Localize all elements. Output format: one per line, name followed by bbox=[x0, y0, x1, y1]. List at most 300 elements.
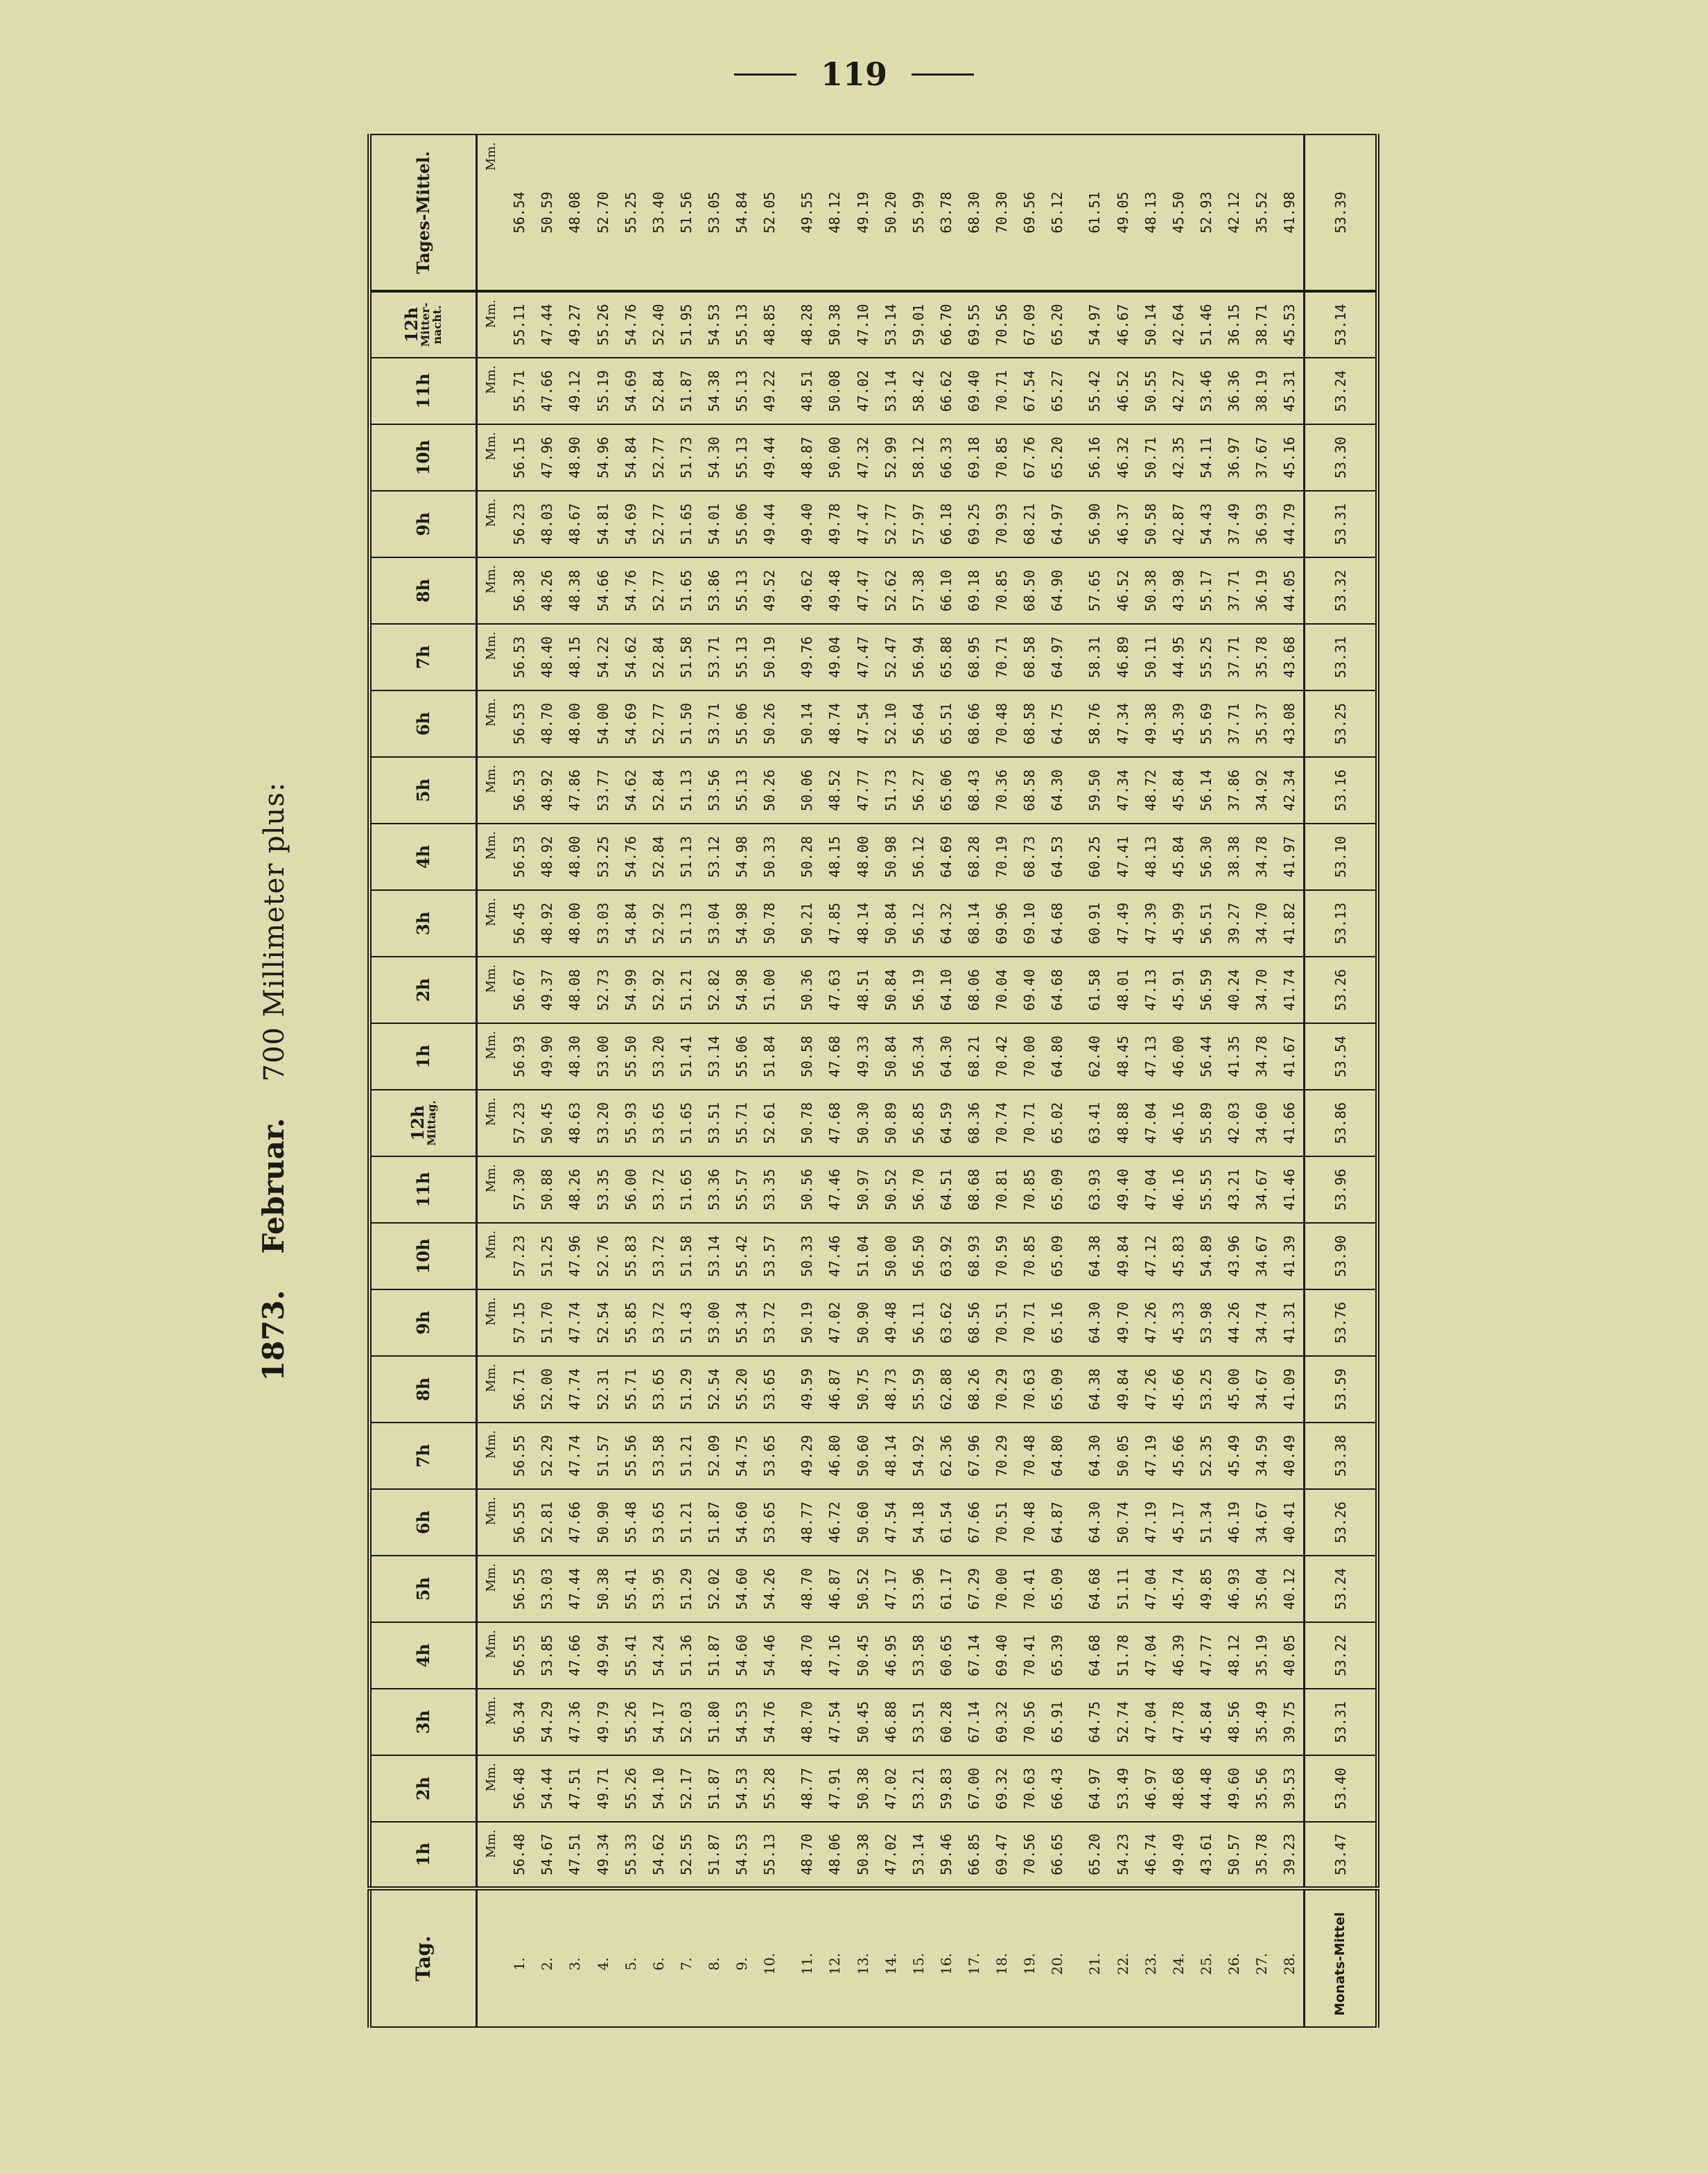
header-hour bbox=[369, 890, 477, 957]
reading-cell: 47.51 bbox=[561, 1755, 589, 1822]
reading-cell: 65.09 bbox=[1043, 1356, 1071, 1423]
reading-cell: 55.20 bbox=[728, 1356, 756, 1423]
reading-cell: 46.16 bbox=[1165, 1090, 1192, 1156]
reading-cell: 50.52 bbox=[848, 1556, 876, 1622]
day-number: 26. bbox=[1220, 1888, 1248, 2027]
reading-cell: 34.67 bbox=[1248, 1489, 1275, 1556]
reading-cell: 48.92 bbox=[533, 890, 561, 957]
reading-cell: 68.73 bbox=[1016, 824, 1043, 890]
reading-cell: 64.30 bbox=[932, 1023, 960, 1090]
reading-cell: 42.87 bbox=[1165, 491, 1192, 557]
gap-cell bbox=[1071, 1156, 1081, 1223]
reading-cell: 52.77 bbox=[645, 491, 672, 557]
reading-cell: 50.88 bbox=[533, 1156, 561, 1223]
reading-cell: 56.34 bbox=[505, 1689, 533, 1755]
reading-cell: 48.63 bbox=[561, 1090, 589, 1156]
unit-label: Mm. bbox=[477, 491, 506, 557]
unit-label: Mm. bbox=[477, 291, 506, 358]
reading-cell: 70.29 bbox=[988, 1356, 1016, 1423]
reading-cell: 53.35 bbox=[589, 1156, 616, 1223]
reading-cell: 68.26 bbox=[960, 1356, 988, 1423]
reading-cell: 56.14 bbox=[1192, 757, 1220, 824]
unit-label: Mm. bbox=[477, 1289, 506, 1356]
reading-cell: 51.65 bbox=[672, 557, 700, 624]
reading-cell: 60.91 bbox=[1081, 890, 1108, 957]
header-hour bbox=[369, 624, 477, 690]
reading-cell: 69.18 bbox=[960, 424, 988, 491]
reading-cell: 56.00 bbox=[617, 1156, 645, 1223]
reading-cell: 56.67 bbox=[505, 957, 533, 1023]
reading-cell: 49.76 bbox=[793, 624, 821, 690]
reading-cell: 70.56 bbox=[1016, 1689, 1043, 1755]
reading-cell: 64.30 bbox=[1081, 1423, 1108, 1489]
daily-mean-cell: 53.40 bbox=[645, 134, 672, 291]
table-row bbox=[905, 134, 932, 2027]
reading-cell: 56.12 bbox=[905, 890, 932, 957]
monthly-mean-cell: 53.30 bbox=[1305, 424, 1377, 491]
reading-cell: 66.18 bbox=[932, 491, 960, 557]
reading-cell: 54.76 bbox=[617, 291, 645, 358]
reading-cell: 44.79 bbox=[1275, 491, 1305, 557]
reading-cell: 56.93 bbox=[505, 1023, 533, 1090]
reading-cell: 47.19 bbox=[1137, 1423, 1165, 1489]
reading-cell: 53.72 bbox=[756, 1289, 783, 1356]
reading-cell: 46.37 bbox=[1108, 491, 1136, 557]
reading-cell: 65.20 bbox=[1081, 1822, 1108, 1888]
reading-cell: 55.25 bbox=[1192, 624, 1220, 690]
reading-cell: 54.11 bbox=[1192, 424, 1220, 491]
header-hour-label: 9h bbox=[413, 512, 433, 537]
reading-cell: 56.53 bbox=[505, 824, 533, 890]
reading-cell: 68.50 bbox=[1016, 557, 1043, 624]
reading-cell: 52.84 bbox=[645, 624, 672, 690]
reading-cell: 64.30 bbox=[1081, 1289, 1108, 1356]
table-row bbox=[988, 134, 1016, 2027]
reading-cell: 60.65 bbox=[932, 1622, 960, 1689]
reading-cell: 40.24 bbox=[1220, 957, 1248, 1023]
reading-cell: 43.98 bbox=[1165, 557, 1192, 624]
reading-cell: 54.60 bbox=[728, 1622, 756, 1689]
reading-cell: 62.88 bbox=[932, 1356, 960, 1423]
reading-cell: 48.26 bbox=[533, 557, 561, 624]
reading-cell: 52.74 bbox=[1108, 1689, 1136, 1755]
reading-cell: 53.57 bbox=[756, 1223, 783, 1289]
gap-cell bbox=[783, 890, 793, 957]
reading-cell: 53.00 bbox=[589, 1023, 616, 1090]
table-row bbox=[1165, 134, 1192, 2027]
reading-cell: 56.53 bbox=[505, 757, 533, 824]
reading-cell: 70.85 bbox=[1016, 1223, 1043, 1289]
reading-cell: 45.31 bbox=[1275, 358, 1305, 424]
reading-cell: 44.05 bbox=[1275, 557, 1305, 624]
day-number: 22. bbox=[1108, 1888, 1136, 2027]
unit-label: Mm. bbox=[477, 424, 506, 491]
group-gap bbox=[783, 134, 793, 2027]
reading-cell: 53.65 bbox=[756, 1489, 783, 1556]
reading-cell: 53.51 bbox=[905, 1689, 932, 1755]
reading-cell: 45.33 bbox=[1165, 1289, 1192, 1356]
monthly-mean-cell: 53.10 bbox=[1305, 824, 1377, 890]
reading-cell: 51.84 bbox=[756, 1023, 783, 1090]
reading-cell: 53.72 bbox=[645, 1223, 672, 1289]
reading-cell: 51.21 bbox=[672, 957, 700, 1023]
reading-cell: 49.84 bbox=[1108, 1356, 1136, 1423]
reading-cell: 67.14 bbox=[960, 1622, 988, 1689]
reading-cell: 54.76 bbox=[617, 824, 645, 890]
reading-cell: 49.12 bbox=[561, 358, 589, 424]
reading-cell: 68.14 bbox=[960, 890, 988, 957]
gap-cell bbox=[783, 624, 793, 690]
reading-cell: 55.71 bbox=[505, 358, 533, 424]
header-hour-label: 5h bbox=[413, 778, 433, 803]
reading-cell: 37.71 bbox=[1220, 557, 1248, 624]
reading-cell: 52.29 bbox=[533, 1423, 561, 1489]
reading-cell: 56.59 bbox=[1192, 957, 1220, 1023]
reading-cell: 66.33 bbox=[932, 424, 960, 491]
daily-mean-cell: 50.20 bbox=[877, 134, 905, 291]
reading-cell: 54.98 bbox=[728, 957, 756, 1023]
reading-cell: 55.83 bbox=[617, 1223, 645, 1289]
reading-cell: 50.90 bbox=[589, 1489, 616, 1556]
reading-cell: 47.54 bbox=[848, 690, 876, 757]
reading-cell: 56.38 bbox=[505, 557, 533, 624]
reading-cell: 70.41 bbox=[1016, 1556, 1043, 1622]
day-number: 7. bbox=[672, 1888, 700, 2027]
table-row bbox=[728, 134, 756, 2027]
reading-cell: 49.59 bbox=[793, 1356, 821, 1423]
reading-cell: 47.32 bbox=[848, 424, 876, 491]
monthly-mean-cell: 53.13 bbox=[1305, 890, 1377, 957]
reading-cell: 41.46 bbox=[1275, 1156, 1305, 1223]
reading-cell: 49.60 bbox=[1220, 1755, 1248, 1822]
monthly-mean-cell: 53.90 bbox=[1305, 1223, 1377, 1289]
reading-cell: 38.19 bbox=[1248, 358, 1275, 424]
daily-mean-cell: 45.50 bbox=[1165, 134, 1192, 291]
reading-cell: 53.00 bbox=[700, 1289, 728, 1356]
reading-cell: 69.40 bbox=[988, 1622, 1016, 1689]
reading-cell: 68.21 bbox=[1016, 491, 1043, 557]
reading-cell: 70.85 bbox=[1016, 1156, 1043, 1223]
unit-label: Mm. bbox=[477, 690, 506, 757]
monthly-mean-cell: 53.16 bbox=[1305, 757, 1377, 824]
reading-cell: 64.59 bbox=[932, 1090, 960, 1156]
reading-cell: 50.84 bbox=[877, 1023, 905, 1090]
reading-cell: 50.52 bbox=[877, 1156, 905, 1223]
table-row bbox=[1081, 134, 1108, 2027]
reading-cell: 50.26 bbox=[756, 757, 783, 824]
reading-cell: 34.60 bbox=[1248, 1090, 1275, 1156]
gap-cell bbox=[1071, 491, 1081, 557]
reading-cell: 52.84 bbox=[645, 757, 672, 824]
reading-cell: 42.35 bbox=[1165, 424, 1192, 491]
reading-cell: 35.49 bbox=[1248, 1689, 1275, 1755]
reading-cell: 54.76 bbox=[756, 1689, 783, 1755]
reading-cell: 69.40 bbox=[1016, 957, 1043, 1023]
daily-mean-cell: 35.52 bbox=[1248, 134, 1275, 291]
reading-cell: 48.92 bbox=[533, 824, 561, 890]
reading-cell: 48.90 bbox=[561, 424, 589, 491]
reading-cell: 48.38 bbox=[561, 557, 589, 624]
header-daily-mean: Tages-Mittel. bbox=[369, 134, 477, 291]
reading-cell: 50.45 bbox=[533, 1090, 561, 1156]
reading-cell: 56.16 bbox=[1081, 424, 1108, 491]
reading-cell: 70.00 bbox=[1016, 1023, 1043, 1090]
gap-cell bbox=[783, 1156, 793, 1223]
table-row bbox=[1248, 134, 1275, 2027]
monthly-mean-cell: 53.26 bbox=[1305, 957, 1377, 1023]
reading-cell: 70.93 bbox=[988, 491, 1016, 557]
table-row bbox=[960, 134, 988, 2027]
reading-cell: 55.41 bbox=[617, 1556, 645, 1622]
unit-label: Mm. bbox=[477, 890, 506, 957]
gap-cell bbox=[1071, 1023, 1081, 1090]
table-row bbox=[1275, 134, 1305, 2027]
daily-mean-cell: 49.19 bbox=[848, 134, 876, 291]
group-gap bbox=[1071, 134, 1081, 2027]
reading-cell: 49.48 bbox=[877, 1289, 905, 1356]
reading-cell: 65.51 bbox=[932, 690, 960, 757]
reading-cell: 64.38 bbox=[1081, 1356, 1108, 1423]
reading-cell: 68.06 bbox=[960, 957, 988, 1023]
reading-cell: 54.92 bbox=[905, 1423, 932, 1489]
reading-cell: 54.26 bbox=[756, 1556, 783, 1622]
reading-cell: 52.84 bbox=[645, 358, 672, 424]
reading-cell: 56.64 bbox=[905, 690, 932, 757]
reading-cell: 55.06 bbox=[728, 491, 756, 557]
reading-cell: 54.38 bbox=[700, 358, 728, 424]
reading-cell: 68.58 bbox=[1016, 757, 1043, 824]
reading-cell: 47.74 bbox=[561, 1356, 589, 1423]
reading-cell: 56.45 bbox=[505, 890, 533, 957]
reading-cell: 55.26 bbox=[617, 1755, 645, 1822]
reading-cell: 51.95 bbox=[672, 291, 700, 358]
reading-cell: 51.87 bbox=[700, 1755, 728, 1822]
reading-cell: 51.36 bbox=[672, 1622, 700, 1689]
reading-cell: 41.97 bbox=[1275, 824, 1305, 890]
reading-cell: 64.80 bbox=[1043, 1023, 1071, 1090]
gap-cell bbox=[1071, 824, 1081, 890]
reading-cell: 67.00 bbox=[960, 1755, 988, 1822]
header-day: Tag. bbox=[369, 1888, 477, 2027]
reading-cell: 54.62 bbox=[645, 1822, 672, 1888]
reading-cell: 64.80 bbox=[1043, 1423, 1071, 1489]
reading-cell: 65.88 bbox=[932, 624, 960, 690]
reading-cell: 48.08 bbox=[561, 957, 589, 1023]
reading-cell: 45.91 bbox=[1165, 957, 1192, 1023]
reading-cell: 53.04 bbox=[700, 890, 728, 957]
reading-cell: 56.30 bbox=[1192, 824, 1220, 890]
reading-cell: 40.41 bbox=[1275, 1489, 1305, 1556]
reading-cell: 54.81 bbox=[589, 491, 616, 557]
reading-cell: 49.44 bbox=[756, 424, 783, 491]
reading-cell: 52.92 bbox=[645, 890, 672, 957]
reading-cell: 50.56 bbox=[793, 1156, 821, 1223]
gap-cell bbox=[1071, 557, 1081, 624]
reading-cell: 48.15 bbox=[561, 624, 589, 690]
reading-cell: 70.19 bbox=[988, 824, 1016, 890]
reading-cell: 51.87 bbox=[672, 358, 700, 424]
reading-cell: 70.71 bbox=[1016, 1090, 1043, 1156]
reading-cell: 55.42 bbox=[1081, 358, 1108, 424]
reading-cell: 51.58 bbox=[672, 624, 700, 690]
reading-cell: 51.29 bbox=[672, 1356, 700, 1423]
reading-cell: 54.69 bbox=[617, 491, 645, 557]
reading-cell: 45.39 bbox=[1165, 690, 1192, 757]
reading-cell: 47.78 bbox=[1165, 1689, 1192, 1755]
header-hour bbox=[369, 957, 477, 1023]
reading-cell: 67.66 bbox=[960, 1489, 988, 1556]
reading-cell: 46.72 bbox=[821, 1489, 848, 1556]
reading-cell: 50.36 bbox=[793, 957, 821, 1023]
reading-cell: 48.70 bbox=[793, 1822, 821, 1888]
reading-cell: 47.04 bbox=[1137, 1090, 1165, 1156]
reading-cell: 47.12 bbox=[1137, 1223, 1165, 1289]
header-hour bbox=[369, 358, 477, 424]
reading-cell: 47.47 bbox=[848, 491, 876, 557]
gap-cell bbox=[783, 1489, 793, 1556]
header-hour bbox=[369, 1822, 477, 1888]
table-row bbox=[561, 134, 589, 2027]
reading-cell: 47.04 bbox=[1137, 1689, 1165, 1755]
reading-cell: 69.40 bbox=[960, 358, 988, 424]
reading-cell: 54.62 bbox=[617, 624, 645, 690]
reading-cell: 48.51 bbox=[793, 358, 821, 424]
monthly-mean-cell: 53.96 bbox=[1305, 1156, 1377, 1223]
reading-cell: 46.32 bbox=[1108, 424, 1136, 491]
reading-cell: 66.62 bbox=[932, 358, 960, 424]
reading-cell: 47.47 bbox=[848, 624, 876, 690]
monthly-mean-cell: 53.25 bbox=[1305, 690, 1377, 757]
reading-cell: 51.87 bbox=[700, 1489, 728, 1556]
reading-cell: 51.46 bbox=[1192, 291, 1220, 358]
reading-cell: 56.48 bbox=[505, 1822, 533, 1888]
gap-cell bbox=[1071, 1622, 1081, 1689]
reading-cell: 46.89 bbox=[1108, 624, 1136, 690]
reading-cell: 47.54 bbox=[877, 1489, 905, 1556]
reading-cell: 48.70 bbox=[793, 1689, 821, 1755]
reading-cell: 36.19 bbox=[1248, 557, 1275, 624]
day-number: 9. bbox=[728, 1888, 756, 2027]
reading-cell: 48.00 bbox=[561, 690, 589, 757]
header-hour bbox=[369, 1622, 477, 1689]
day-number: 17. bbox=[960, 1888, 988, 2027]
reading-cell: 50.19 bbox=[756, 624, 783, 690]
pressure-table bbox=[367, 134, 1379, 2028]
reading-cell: 68.21 bbox=[960, 1023, 988, 1090]
daily-mean-cell: 42.12 bbox=[1220, 134, 1248, 291]
gap-cell bbox=[783, 491, 793, 557]
reading-cell: 39.75 bbox=[1275, 1689, 1305, 1755]
reading-cell: 50.89 bbox=[877, 1090, 905, 1156]
reading-cell: 54.01 bbox=[700, 491, 728, 557]
reading-cell: 48.51 bbox=[848, 957, 876, 1023]
reading-cell: 49.48 bbox=[821, 557, 848, 624]
reading-cell: 48.00 bbox=[848, 824, 876, 890]
reading-cell: 39.23 bbox=[1275, 1822, 1305, 1888]
reading-cell: 47.96 bbox=[561, 1223, 589, 1289]
reading-cell: 34.74 bbox=[1248, 1289, 1275, 1356]
unit-label: Mm. bbox=[477, 957, 506, 1023]
reading-cell: 34.78 bbox=[1248, 824, 1275, 890]
reading-cell: 51.65 bbox=[672, 1090, 700, 1156]
reading-cell: 70.74 bbox=[988, 1090, 1016, 1156]
reading-cell: 47.04 bbox=[1137, 1556, 1165, 1622]
reading-cell: 54.23 bbox=[1108, 1822, 1136, 1888]
reading-cell: 49.71 bbox=[589, 1755, 616, 1822]
day-number: 28. bbox=[1275, 1888, 1305, 2027]
reading-cell: 51.21 bbox=[672, 1489, 700, 1556]
reading-cell: 46.67 bbox=[1108, 291, 1136, 358]
reading-cell: 47.77 bbox=[848, 757, 876, 824]
reading-cell: 50.38 bbox=[1137, 557, 1165, 624]
reading-cell: 56.55 bbox=[505, 1556, 533, 1622]
monthly-mean-cell: 53.31 bbox=[1305, 624, 1377, 690]
reading-cell: 50.14 bbox=[793, 690, 821, 757]
reading-cell: 56.15 bbox=[505, 424, 533, 491]
reading-cell: 55.56 bbox=[617, 1423, 645, 1489]
reading-cell: 36.15 bbox=[1220, 291, 1248, 358]
table-row bbox=[1016, 134, 1043, 2027]
reading-cell: 47.44 bbox=[533, 291, 561, 358]
gap-cell bbox=[783, 1289, 793, 1356]
reading-cell: 47.68 bbox=[821, 1023, 848, 1090]
reading-cell: 52.84 bbox=[645, 824, 672, 890]
reading-cell: 64.97 bbox=[1043, 491, 1071, 557]
reading-cell: 45.53 bbox=[1275, 291, 1305, 358]
reading-cell: 70.71 bbox=[988, 358, 1016, 424]
reading-cell: 53.95 bbox=[645, 1556, 672, 1622]
reading-cell: 51.11 bbox=[1108, 1556, 1136, 1622]
reading-cell: 69.32 bbox=[988, 1689, 1016, 1755]
reading-cell: 54.76 bbox=[617, 557, 645, 624]
reading-cell: 68.58 bbox=[1016, 690, 1043, 757]
reading-cell: 51.73 bbox=[672, 424, 700, 491]
daily-mean-cell: 48.08 bbox=[561, 134, 589, 291]
reading-cell: 56.90 bbox=[1081, 491, 1108, 557]
reading-cell: 69.47 bbox=[988, 1822, 1016, 1888]
reading-cell: 41.09 bbox=[1275, 1356, 1305, 1423]
reading-cell: 47.02 bbox=[848, 358, 876, 424]
reading-cell: 50.26 bbox=[756, 690, 783, 757]
daily-mean-cell: 52.05 bbox=[756, 134, 783, 291]
reading-cell: 51.43 bbox=[672, 1289, 700, 1356]
reading-cell: 64.68 bbox=[1043, 890, 1071, 957]
reading-cell: 53.98 bbox=[1192, 1289, 1220, 1356]
reading-cell: 48.85 bbox=[756, 291, 783, 358]
reading-cell: 45.66 bbox=[1165, 1423, 1192, 1489]
reading-cell: 48.40 bbox=[533, 624, 561, 690]
reading-cell: 64.10 bbox=[932, 957, 960, 1023]
daily-mean-cell: 61.51 bbox=[1081, 134, 1108, 291]
reading-cell: 49.90 bbox=[533, 1023, 561, 1090]
gap-cell bbox=[1071, 1423, 1081, 1489]
reading-cell: 58.31 bbox=[1081, 624, 1108, 690]
reading-cell: 52.00 bbox=[533, 1356, 561, 1423]
unit-label: Mm. bbox=[477, 1223, 506, 1289]
reading-cell: 48.70 bbox=[793, 1556, 821, 1622]
reading-cell: 54.17 bbox=[645, 1689, 672, 1755]
gap-cell bbox=[783, 824, 793, 890]
reading-cell: 50.98 bbox=[877, 824, 905, 890]
day-number: 13. bbox=[848, 1888, 876, 2027]
reading-cell: 53.14 bbox=[877, 358, 905, 424]
reading-cell: 50.55 bbox=[1137, 358, 1165, 424]
reading-cell: 68.68 bbox=[960, 1156, 988, 1223]
gap-cell bbox=[1071, 757, 1081, 824]
reading-cell: 48.00 bbox=[561, 824, 589, 890]
daily-mean-cell: 49.55 bbox=[793, 134, 821, 291]
unit-row bbox=[477, 134, 506, 2027]
